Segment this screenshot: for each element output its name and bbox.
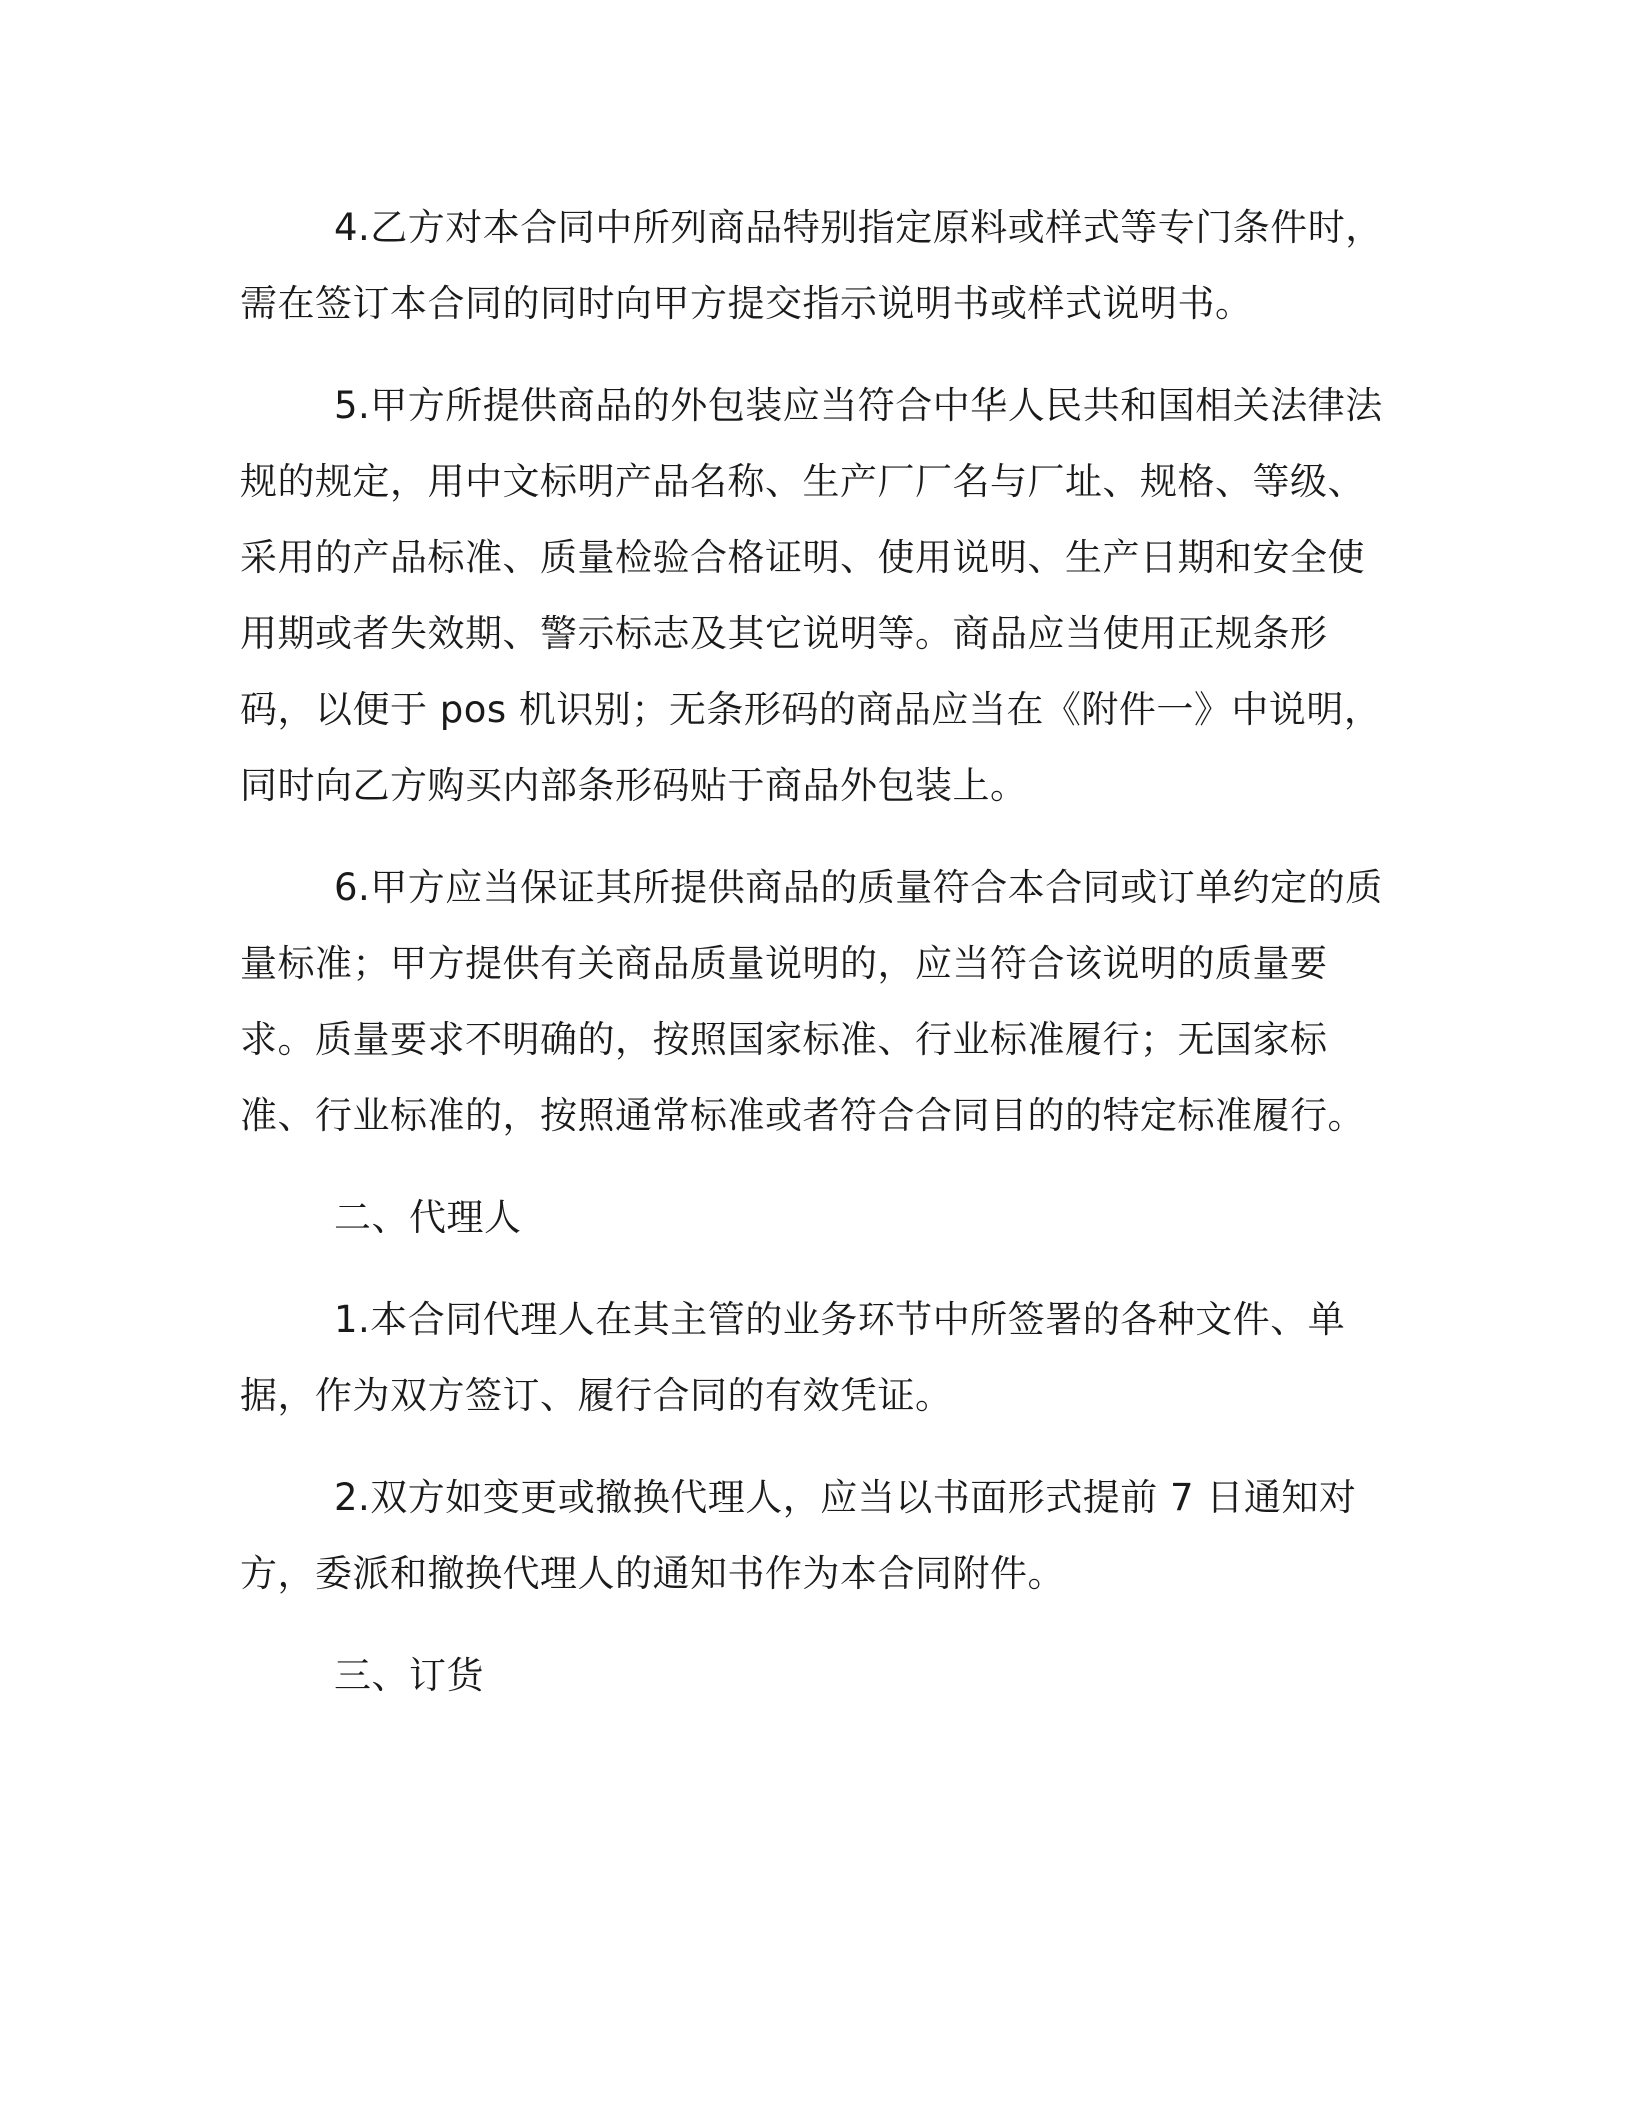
text-line: 需在签订本合同的同时向甲方提交指示说明书或样式说明书。	[240, 282, 1253, 325]
text-line: 5.甲方所提供商品的外包装应当符合中华人民共和国相关法律法	[334, 384, 1383, 427]
section-3-heading	[240, 1638, 1370, 1714]
agent-clause-2-paragraph	[240, 1460, 1370, 1612]
clause-6-paragraph	[240, 850, 1383, 1154]
text-line: 2.双方如变更或撤换代理人，应当以书面形式提前 7 日通知对	[334, 1476, 1357, 1519]
section-2-heading	[240, 1180, 1370, 1256]
text-line: 规的规定，用中文标明产品名称、生产厂厂名与厂址、规格、等级、	[240, 460, 1365, 503]
text-line: 求。质量要求不明确的，按照国家标准、行业标准履行；无国家标	[240, 1018, 1328, 1061]
text-line: 据，作为双方签订、履行合同的有效凭证。	[240, 1374, 953, 1417]
section-heading: 二、代理人	[334, 1196, 522, 1239]
clause-5-paragraph	[240, 368, 1383, 824]
text-line: 准、行业标准的，按照通常标准或者符合合同目的的特定标准履行。	[240, 1094, 1365, 1137]
text-line: 采用的产品标准、质量检验合格证明、使用说明、生产日期和安全使	[240, 536, 1365, 579]
text-line: 量标准；甲方提供有关商品质量说明的，应当符合该说明的质量要	[240, 942, 1328, 985]
clause-4-paragraph	[240, 190, 1383, 342]
text-line: 1.本合同代理人在其主管的业务环节中所签署的各种文件、单	[334, 1298, 1346, 1341]
text-line: 4.乙方对本合同中所列商品特别指定原料或样式等专门条件时，	[334, 206, 1383, 249]
text-line: 同时向乙方购买内部条形码贴于商品外包装上。	[240, 764, 1028, 807]
section-heading: 三、订货	[334, 1654, 484, 1697]
text-line: 用期或者失效期、警示标志及其它说明等。商品应当使用正规条形	[240, 612, 1328, 655]
text-line: 码，以便于 pos 机识别；无条形码的商品应当在《附件一》中说明，	[240, 688, 1382, 731]
document-body	[240, 190, 1383, 1714]
agent-clause-1-paragraph	[240, 1282, 1370, 1434]
text-line: 方，委派和撤换代理人的通知书作为本合同附件。	[240, 1552, 1065, 1595]
text-line: 6.甲方应当保证其所提供商品的质量符合本合同或订单约定的质	[334, 866, 1383, 909]
